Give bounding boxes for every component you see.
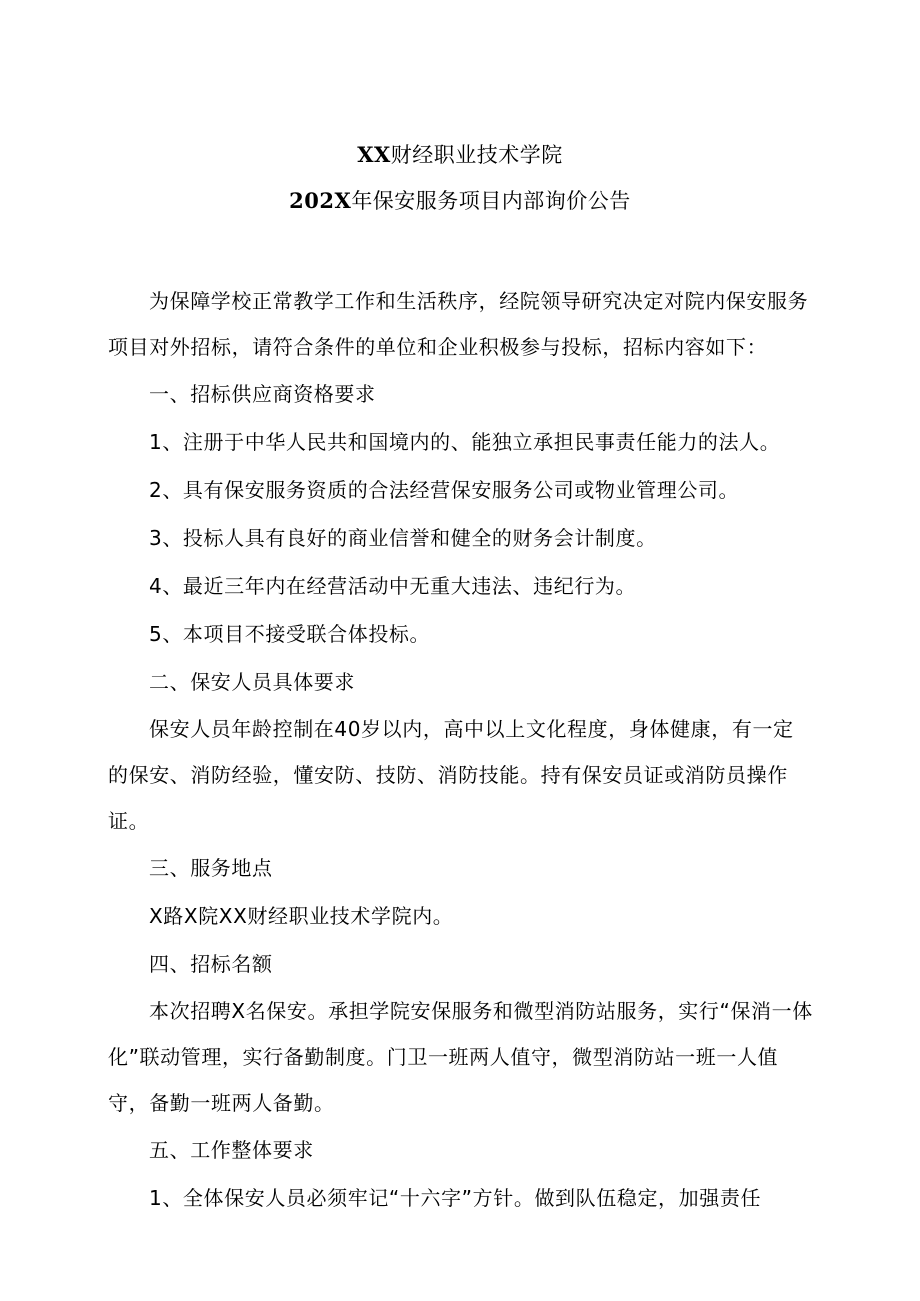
service-location-paragraph: X路X院XX财经职业技术学院内。 [149, 904, 454, 928]
qualification-item-3: 3、投标人具有良好的商业信誉和健全的财务会计制度。 [149, 526, 657, 550]
title-year: 202X [289, 188, 352, 213]
document-title-line-2 [0, 186, 920, 216]
title-org-code: XX [357, 142, 391, 167]
qualification-item-1: 1、注册于中华人民共和国境内的、能独立承担民事责任能力的法人。 [149, 430, 781, 454]
section-heading-work-requirements: 五、工作整体要求 [149, 1138, 314, 1162]
qualification-item-2: 2、具有保安服务资质的合法经营保安服务公司或物业管理公司。 [149, 478, 740, 502]
quota-paragraph: 本次招聘X名保安。承担学院安保服务和微型消防站服务，实行“保消一体化”联动管理，实行备勤制度。门卫一班两人值守，微型消防站一班一人值守，备勤一班两人备勤。 [108, 999, 813, 1115]
section-heading-qualifications: 一、招标供应商资格要求 [149, 382, 376, 406]
qualification-item-5: 5、本项目不接受联合体投标。 [149, 622, 431, 646]
document-title-line-1 [0, 140, 920, 170]
intro-paragraph: 为保障学校正常教学工作和生活秩序，经院领导研究决定对院内保安服务项目对外招标，请符合条件的单位和企业积极参与投标，招标内容如下： [108, 289, 809, 359]
work-requirement-item-1: 1、全体保安人员必须牢记“十六字”方针。做到队伍稳定，加强责任 [149, 1186, 762, 1210]
section-heading-location: 三、服务地点 [149, 856, 273, 880]
personnel-requirements-paragraph: 保安人员年龄控制在40岁以内，高中以上文化程度，身体健康，有一定的保安、消防经验，懂安防、技防、消防技能。持有保安员证或消防员操作证。 [108, 717, 794, 833]
section-heading-quota: 四、招标名额 [149, 952, 273, 976]
qualification-item-4: 4、最近三年内在经营活动中无重大违法、违纪行为。 [149, 574, 637, 598]
title-org-name: 财经职业技术学院 [390, 143, 563, 167]
document-body [108, 278, 814, 1222]
section-heading-personnel: 二、保安人员具体要求 [149, 670, 355, 694]
title-notice-name: 年保安服务项目内部询价公告 [351, 189, 631, 213]
